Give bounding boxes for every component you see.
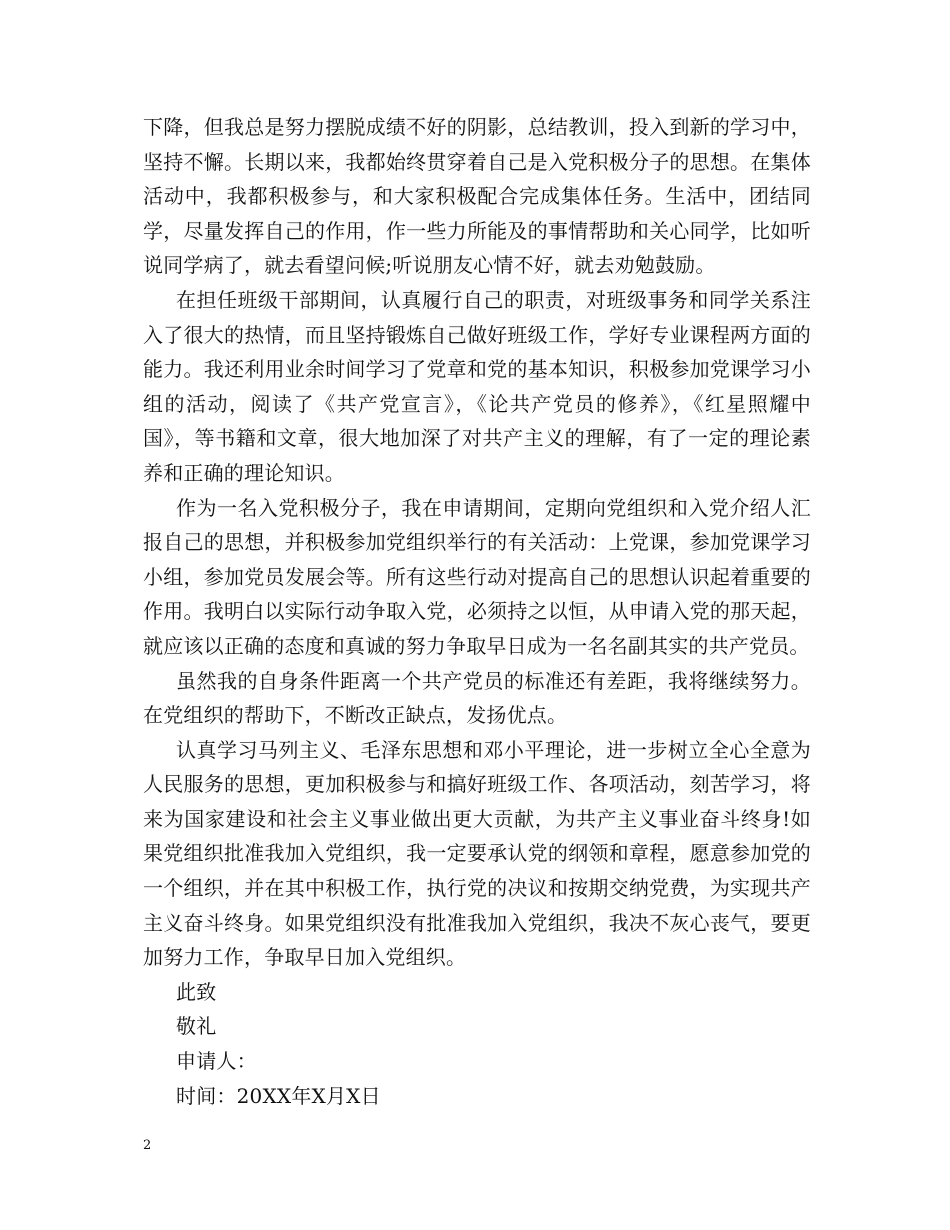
closing-salutation-1: 此致: [176, 979, 217, 1004]
document-body: [143, 110, 811, 1113]
paragraph-continuation: 下降，但我总是努力摆脱成绩不好的阴影，总结教训，投入到新的学习中，坚持不懈。长期以来，我都始终贯穿着自己是入党积极分子的思想。在集体活动中，我都积极参与，和大家积极配合完成集体任务。生活中，团结同学，尽量发挥自己的作用，作一些力所能及的事情帮助和关心同学，比如听说同学病了，就去看望问候;听说朋友心情不好，就去劝勉鼓励。: [143, 115, 811, 278]
paragraph-class-cadre: 在担任班级干部期间，认真履行自己的职责，对班级事务和同学关系注入了很大的热情，而且坚持锻炼自己做好班级工作，学好专业课程两方面的能力。我还利用业余时间学习了党章和党的基本知识，积极参加党课学习小组的活动，阅读了《共产党宣言》，《论共产党员的修养》，《红星照耀中国》，等书籍和文章，很大地加深了对共产主义的理解，有了一定的理论素养和正确的理论知识。: [143, 287, 811, 485]
paragraph-self-improvement: 虽然我的自身条件距离一个共产党员的标准还有差距，我将继续努力。在党组织的帮助下，不断改正缺点，发扬优点。: [143, 668, 811, 728]
page-number: 2: [143, 1138, 152, 1153]
applicant-line: 申请人：: [176, 1049, 257, 1074]
date-line: 时间：20XX年X月X日: [176, 1083, 381, 1108]
paragraph-activist-activities: 作为一名入党积极分子，我在申请期间，定期向党组织和入党介绍人汇报自己的思想，并积极参加党组织举行的有关活动：上党课，参加党课学习小组，参加党员发展会等。所有这些行动对提高自己的思想认识起着重要的作用。我明白以实际行动争取入党，必须持之以恒，从申请入党的那天起，就应该以正确的态度和真诚的努力争取早日成为一名名副其实的共产党员。: [143, 495, 811, 658]
closing-salutation-2: 敬礼: [176, 1014, 217, 1039]
paragraph-commitment: 认真学习马列主义、毛泽东思想和邓小平理论，进一步树立全心全意为人民服务的思想，更加积极参与和搞好班级工作、各项活动，刻苦学习，将来为国家建设和社会主义事业做出更大贡献，为共产主义事业奋斗终身!如果党组织批准我加入党组织，我一定要承认党的纲领和章程，愿意参加党的一个组织，并在其中积极工作，执行党的决议和按期交纳党费，为实现共产主义奋斗终身。如果党组织没有批准我加入党组织，我决不灰心丧气，要更加努力工作，争取早日加入党组织。: [143, 737, 811, 970]
